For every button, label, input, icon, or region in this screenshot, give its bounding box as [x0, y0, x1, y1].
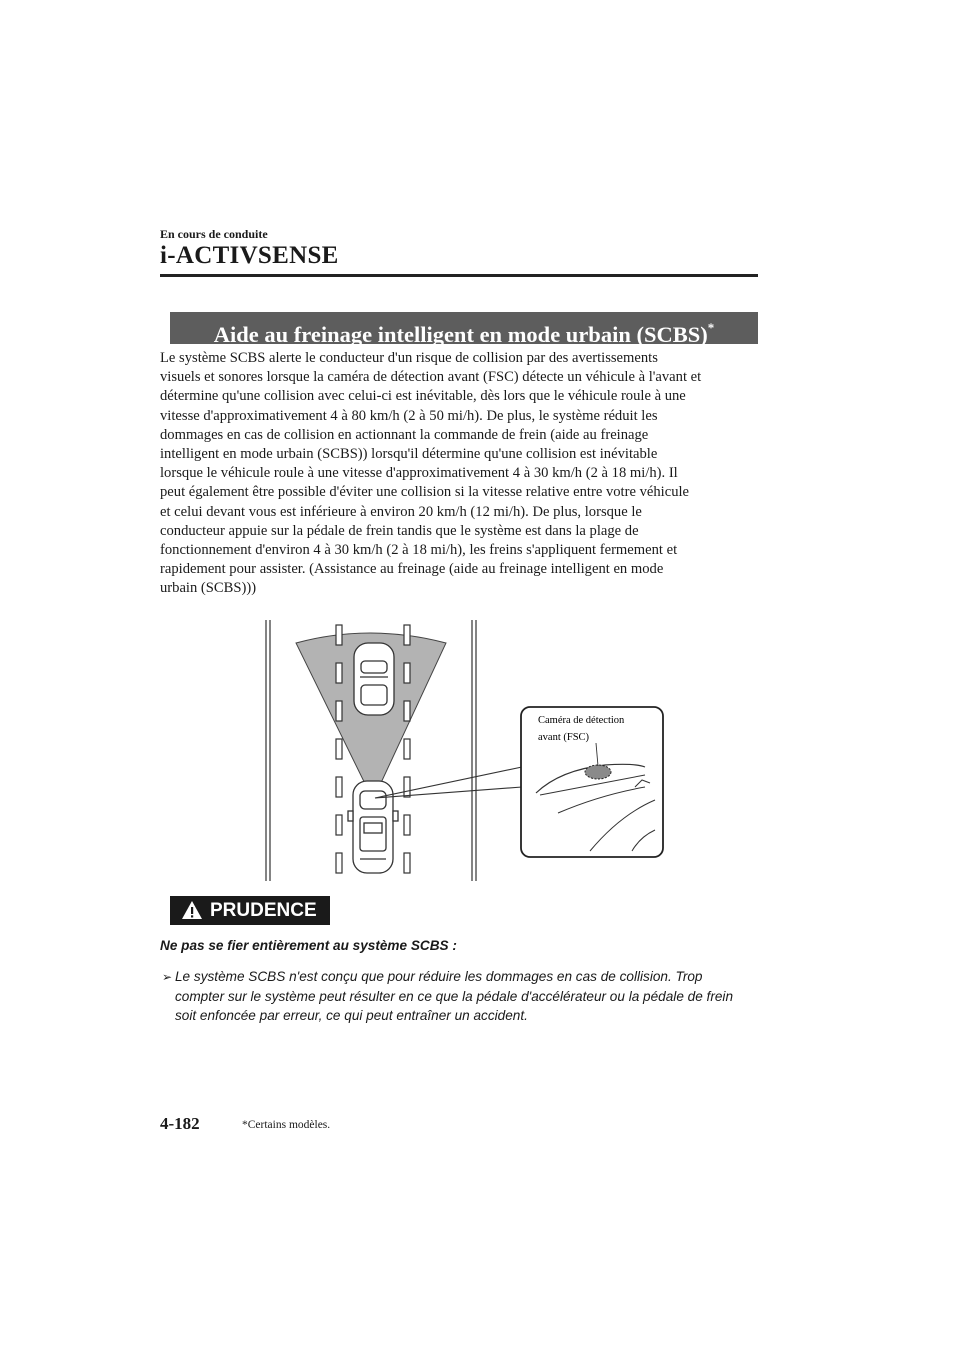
section-label: En cours de conduite [160, 227, 268, 241]
callout-leader [375, 767, 522, 798]
warning-icon [181, 900, 203, 920]
chapter-title: i-ACTIVSENSE [160, 242, 339, 269]
callout-label-line2: avant (FSC) [538, 732, 590, 743]
camera-callout-box [521, 707, 663, 857]
section-banner [170, 312, 758, 347]
caution-banner [170, 896, 330, 925]
page-number: 4-182 [160, 1114, 200, 1133]
footnote: *Certains modèles. [242, 1119, 331, 1131]
vehicle-ahead [354, 643, 394, 715]
banner-footnote-marker: * [707, 320, 715, 335]
callout-label-line1: Caméra de détection [538, 715, 625, 726]
header-rule [160, 274, 758, 277]
caution-heading: Ne pas se fier entièrement au système SCBS : [160, 938, 457, 953]
banner-title: Aide au freinage intelligent en mode urbain (SCBS) [213, 322, 708, 347]
caution-bullet-text: Le système SCBS n'est conçu que pour réduire les dommages en cas de collision. Trop compter sur le système peut résulter en ce que la pédale d'accélérateur ou la pédale de frein soit enfoncée par erreur, ce qui peut entraîner un accident. [175, 969, 734, 1023]
body-paragraph: Le système SCBS alerte le conducteur d'un risque de collision par des avertissements visuels et sonores lorsque la caméra de détection avant (FSC) détecte un véhicule à l'avant et détermine qu'une collision avec celui-ci est inévitable, dès lors que le véhicule roule à une vitesse d'approximativement 4 à 80 km/h (2 à 50 mi/h). De plus, le système réduit les dommages en cas de collision en actionnant la commande de frein (aide au freinage intelligent en mode urbain (SCBS)) lorsqu'il détermine qu'une collision est inévitable lorsque le véhicule roule à une vitesse d'approximativement 4 à 30 km/h (2 à 18 mi/h). Il peut également être possible d'éviter une collision si la vitesse relative entre votre véhicule et celui devant vous est inférieure à environ 20 km/h (12 mi/h). De plus, lorsque le conducteur appuie sur la pédale de frein tandis que le système est dans la plage de fonctionnement d'environ 4 à 30 km/h (2 à 18 mi/h), les freins s'appliquent fermement et rapidement pour assister. (Assistance au freinage (aide au freinage intelligent en mode urbain (SCBS))) [160, 350, 702, 597]
arrow-bullet-icon: ➢ [162, 970, 173, 984]
caution-label: PRUDENCE [210, 900, 317, 921]
scbs-illustration [260, 615, 670, 883]
